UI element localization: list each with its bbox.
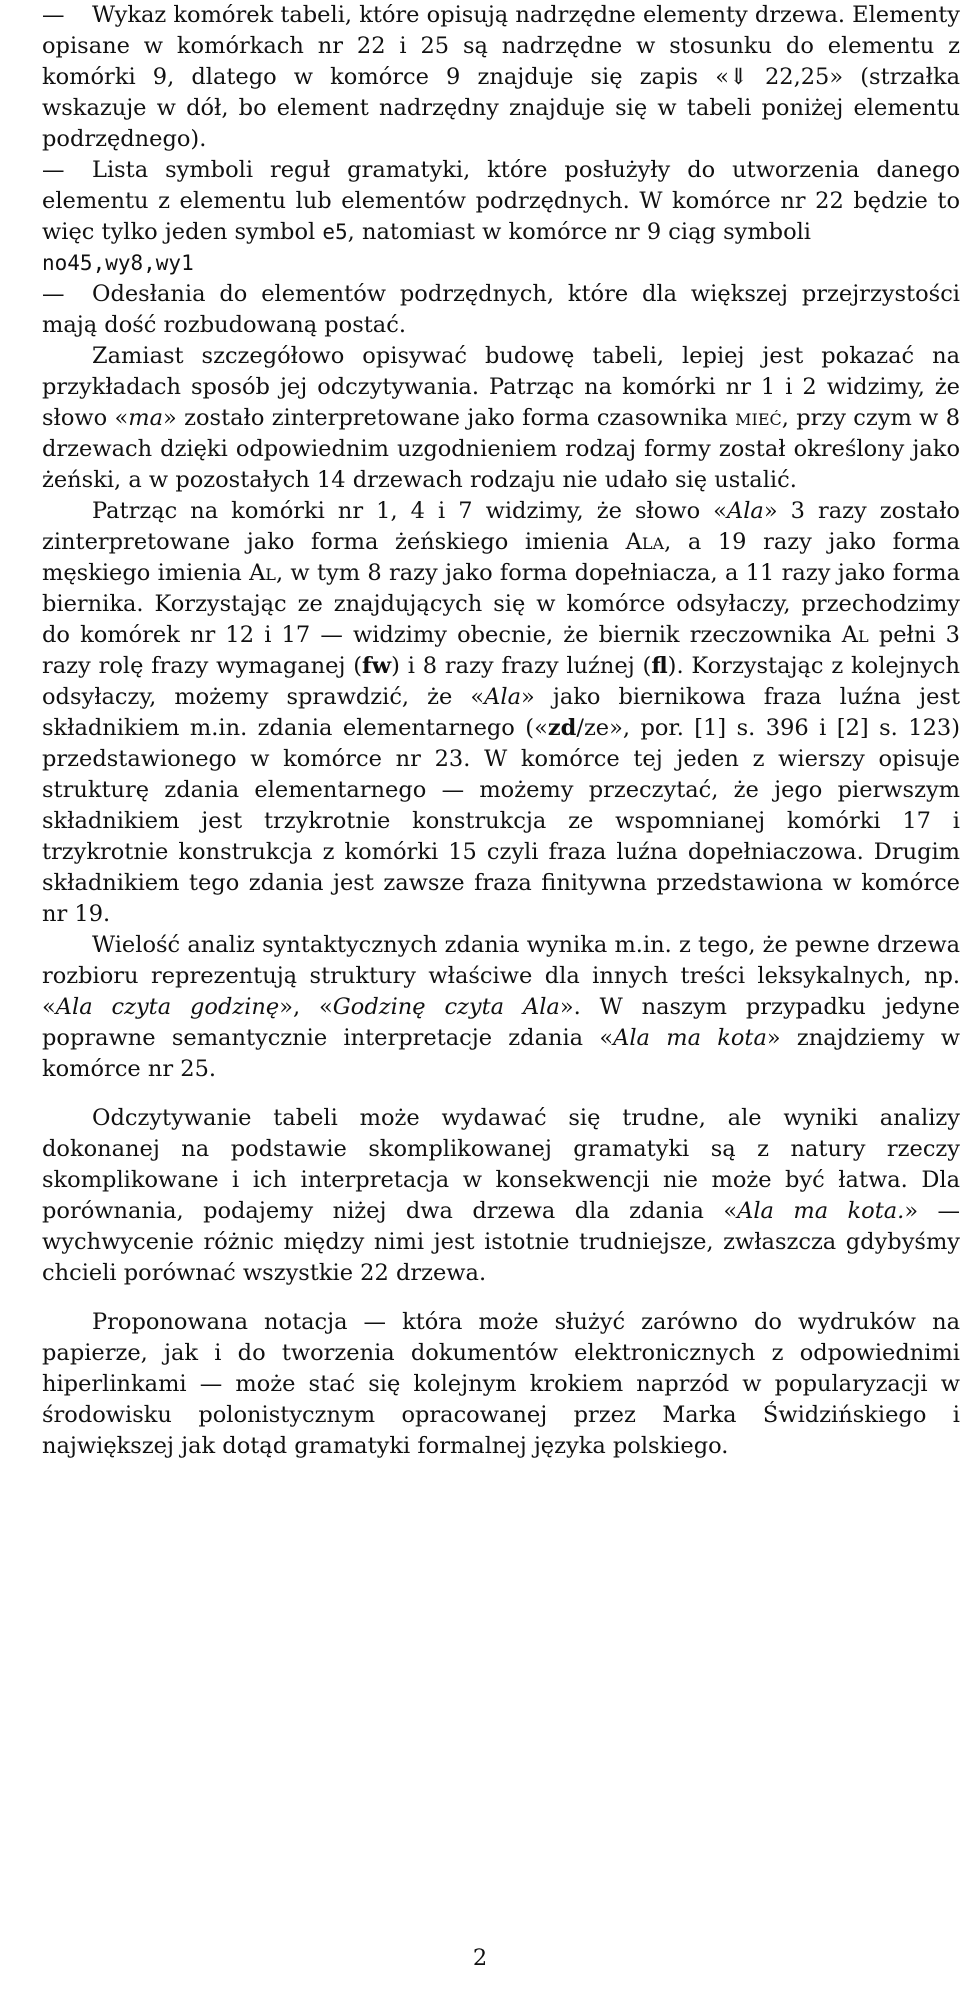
italic-word: Ala bbox=[726, 498, 764, 524]
list-item-text: Lista symboli reguł gramatyki, które posłużyły do utworzenia danego elementu z elementu lub elementów podrzędnych. W komórce nr 22 będzie to więc tylko jeden symbol bbox=[42, 157, 960, 245]
text: » jako biernikowa fraza luźna jest składnikiem m.in. zdania elementarnego (« bbox=[42, 684, 960, 741]
text: ). Korzystając z kolejnych odsyłaczy, możemy sprawdzić, że « bbox=[42, 653, 960, 710]
rule-symbol-sequence: no45,wy8,wy1 bbox=[42, 251, 194, 275]
paragraph-spacer bbox=[42, 1289, 960, 1307]
italic-example: Godzinę czyta Ala bbox=[332, 994, 560, 1020]
small-caps-lemma: Ala bbox=[625, 529, 665, 555]
list-item-text: , natomiast w komórce nr 9 ciąg symboli bbox=[347, 219, 812, 245]
paragraph-3 bbox=[42, 930, 960, 1085]
list-dash: — bbox=[42, 2, 65, 28]
text: Zamiast szczegółowo opisywać budowę tabeli, lepiej jest pokazać na przykładach sposób jej odczytywania. Patrząc na komórki nr 1 i 2 widzimy, że słowo « bbox=[42, 343, 960, 431]
text: » 3 razy zostało zinterpretowane jako forma żeńskiego imienia bbox=[42, 498, 960, 555]
italic-example: Ala czyta godzinę bbox=[55, 994, 280, 1020]
bold-symbol: fw bbox=[362, 653, 392, 679]
text: » znajdziemy w komórce nr 25. bbox=[42, 1025, 960, 1082]
text: /ze», por. [1] s. 396 i [2] s. 123) przedstawionego w komórce nr 23. W komórce tej jeden z wierszy opisuje strukturę zdania elementarnego — możemy przeczytać, że jego pierwszym składnikiem jest trzykrotnie konstrukcja ze wspomnianej komórki 17 i trzykrotnie konstrukcja z komórki 15 czyli fraza luźna dopełniaczowa. Drugim składnikiem tego zdania jest zawsze fraza finitywna przedstawiona w komórce nr 19. bbox=[42, 715, 960, 927]
small-caps-lemma: Al bbox=[841, 622, 869, 648]
text: pełni 3 razy rolę frazy wymaganej ( bbox=[42, 622, 960, 679]
text: », « bbox=[279, 994, 333, 1020]
rule-symbol-code: e5 bbox=[322, 220, 348, 244]
list-item-text: Odesłania do elementów podrzędnych, które dla większej przejrzystości mają dość rozbudowaną postać. bbox=[42, 281, 960, 338]
list-dash: — bbox=[42, 157, 65, 183]
paragraph-4 bbox=[42, 1103, 960, 1289]
small-caps-lemma: mieć bbox=[735, 405, 782, 431]
italic-word: Ala bbox=[484, 684, 522, 710]
text: » — wychwycenie różnic między nimi jest istotnie trudniejsze, zwłaszcza gdybyśmy chcieli porównać wszystkie 22 drzewa. bbox=[42, 1198, 960, 1286]
text: Wielość analiz syntaktycznych zdania wynika m.in. z tego, że pewne drzewa rozbioru reprezentują struktury właściwe dla innych treści leksykalnych, np. « bbox=[42, 932, 960, 1020]
list-item-3 bbox=[42, 279, 960, 341]
text: , w tym 8 razy jako forma dopełniacza, a 11 razy jako forma biernika. Korzystając ze znajdujących się w komórce odsyłaczy, przechodzimy do komórek nr 12 i 17 — widzimy obecnie, że biernik rzeczownika bbox=[42, 560, 960, 648]
paragraph-spacer bbox=[42, 1085, 960, 1103]
text: » zostało zinterpretowane jako forma czasownika bbox=[163, 405, 736, 431]
list-item-text: Wykaz komórek tabeli, które opisują nadrzędne elementy drzewa. Elementy opisane w komórkach nr 22 i 25 są nadrzędne w stosunku do elementu z komórki 9, dlatego w komórce 9 znajduje się zapis «⇓ 22,25» (strzałka wskazuje w dół, bo element nadrzędny znajduje się w tabeli poniżej elementu podrzędnego). bbox=[42, 2, 960, 152]
paragraph-5: Proponowana notacja — która może służyć zarówno do wydruków na papierze, jak i do tworzenia dokumentów elektronicznych z odpowiednimi hiperlinkami — może stać się kolejnym krokiem naprzód w popularyzacji w środowisku polonistycznym opracowanej przez Marka Świdzińskiego i największej jak dotąd gramatyki formalnej języka polskiego. bbox=[42, 1309, 960, 1459]
paragraph-2 bbox=[42, 496, 960, 930]
bold-symbol: zd bbox=[547, 715, 577, 741]
italic-example: Ala ma kota bbox=[613, 1025, 767, 1051]
italic-word: ma bbox=[128, 405, 164, 431]
text: , przy czym w 8 drzewach dzięki odpowiednim uzgodnieniem rodzaj formy został określony jako żeński, a w pozostałych 14 drzewach rodzaju nie udało się ustalić. bbox=[42, 405, 960, 493]
text: Patrząc na komórki nr 1, 4 i 7 widzimy, że słowo « bbox=[92, 498, 727, 524]
page-number: 2 bbox=[472, 1945, 488, 1971]
small-caps-lemma: Al bbox=[249, 560, 276, 586]
text: ». W naszym przypadku jedyne poprawne semantycznie interpretacje zdania « bbox=[42, 994, 960, 1051]
bold-symbol: fl bbox=[651, 653, 668, 679]
italic-example: Ala ma kota. bbox=[737, 1198, 905, 1224]
page-body bbox=[42, 0, 960, 1462]
text: Odczytywanie tabeli może wydawać się trudne, ale wyniki analizy dokonanej na podstawie skomplikowanej gramatyki są z natury rzeczy skomplikowane i ich interpretacja w konsekwencji nie może być łatwa. Dla porównania, podajemy niżej dwa drzewa dla zdania « bbox=[42, 1105, 960, 1224]
list-dash: — bbox=[42, 281, 65, 307]
paragraph-1 bbox=[42, 341, 960, 496]
list-item-1 bbox=[42, 0, 960, 155]
text: ) i 8 razy frazy luźnej ( bbox=[391, 653, 652, 679]
text: , a 19 razy jako forma męskiego imienia bbox=[42, 529, 960, 586]
list-item-2 bbox=[42, 155, 960, 279]
